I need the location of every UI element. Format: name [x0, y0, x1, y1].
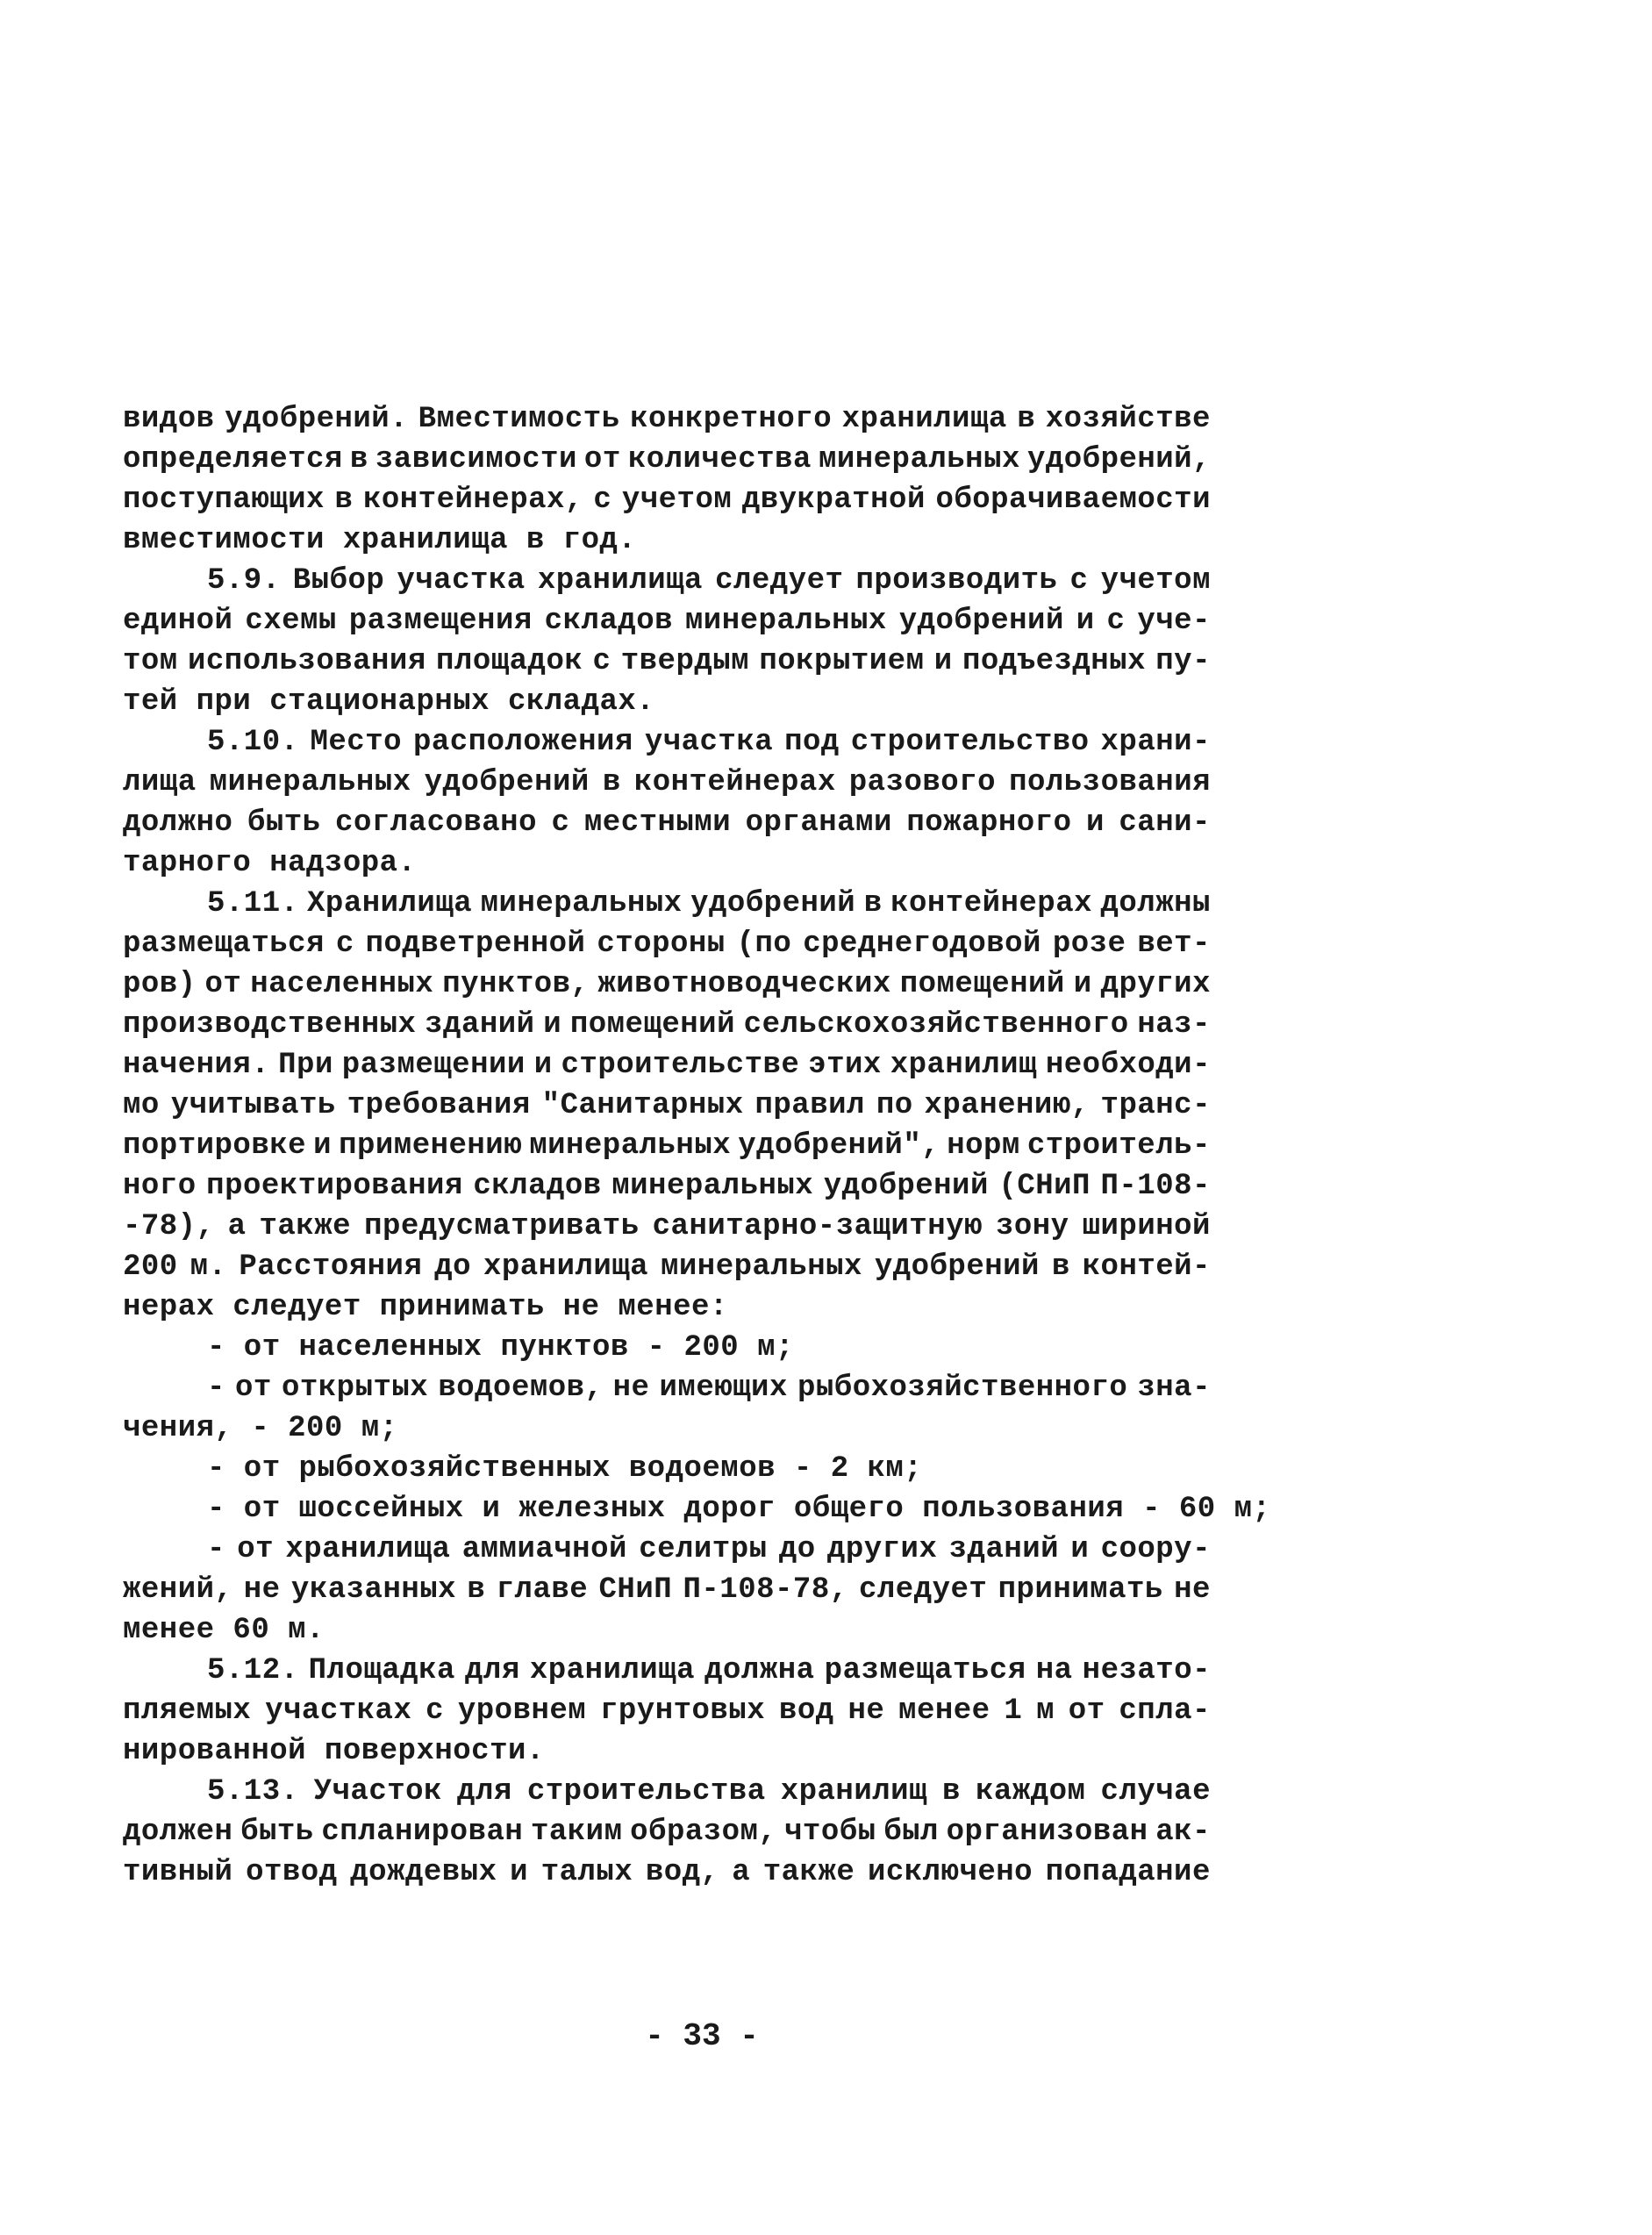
word: попадание [1045, 1856, 1211, 1889]
word: по [876, 1089, 913, 1122]
word: главе [496, 1573, 589, 1607]
word: уровнем [457, 1694, 587, 1728]
paragraph-line: вместимости хранилища в год. [123, 524, 637, 557]
word: должно [123, 806, 233, 840]
word: удобрений [424, 766, 590, 799]
word: минеральных [684, 605, 887, 638]
word: правил [754, 1089, 865, 1122]
word: до [778, 1533, 816, 1566]
word: грунтовых [599, 1694, 766, 1728]
word: не [612, 1372, 650, 1405]
word: контейнерах [633, 766, 836, 799]
word: размещения [348, 605, 533, 638]
word: площадок [436, 645, 583, 678]
word: 5.13. [207, 1775, 299, 1809]
word: дождевых [350, 1856, 497, 1889]
paragraph-line-indented: - от населенных пунктов - 200 м; [207, 1331, 794, 1365]
word: определяется [123, 443, 343, 476]
paragraph-line [123, 964, 1211, 1005]
word: и [1086, 806, 1105, 840]
word: и [510, 1856, 529, 1889]
word: ного [123, 1170, 197, 1203]
word: менее [898, 1694, 990, 1728]
word: пляемых [123, 1694, 252, 1728]
word: удобрений, [1026, 443, 1211, 476]
word: зданий [948, 1533, 1060, 1566]
paragraph-line [123, 924, 1211, 964]
word: Расстояния [239, 1250, 423, 1284]
word: минеральных [480, 887, 683, 921]
word: от [1068, 1694, 1105, 1728]
word: 5.10. [207, 726, 299, 759]
word: спланирован [321, 1816, 524, 1849]
word: не [847, 1694, 885, 1728]
page-number: - 33 - [645, 2018, 759, 2054]
word: оборачиваемости [935, 484, 1211, 517]
word: минеральных [611, 1170, 814, 1203]
word: и [543, 1008, 562, 1042]
paragraph-line [123, 1812, 1211, 1852]
word: и [933, 645, 953, 678]
word: в [1017, 403, 1036, 436]
word: случае [1100, 1775, 1211, 1809]
word: ров) [123, 968, 197, 1001]
word: (СНиП [998, 1170, 1091, 1203]
word: пользования [1009, 766, 1211, 799]
word: участках [265, 1694, 412, 1728]
word: среднегодовой [803, 928, 1041, 961]
word: для [457, 1775, 512, 1809]
word: хранилища [529, 1654, 695, 1687]
word: портировке [123, 1129, 307, 1163]
word: населенных [250, 968, 434, 1001]
word: Участок [313, 1775, 442, 1809]
paragraph-line [123, 1207, 1211, 1247]
word: хранилища [841, 403, 1007, 436]
word: разового [848, 766, 997, 799]
word: пожарного [906, 806, 1072, 840]
word: минеральных [209, 766, 411, 799]
word: количества [627, 443, 812, 476]
word: ак- [1155, 1816, 1211, 1849]
paragraph-line [123, 601, 1211, 641]
paragraph-line: менее 60 м. [123, 1614, 325, 1647]
word: принимать [998, 1573, 1163, 1607]
word: был [883, 1816, 939, 1849]
paragraph-line: тей при стационарных складах. [123, 685, 655, 719]
word: спла- [1119, 1694, 1211, 1728]
word: участка [644, 726, 774, 759]
word: от [237, 1533, 275, 1566]
paragraph-line-indented [123, 1529, 1211, 1570]
word: селитры [639, 1533, 768, 1566]
paragraph-line [123, 399, 1211, 440]
word: каждом [976, 1775, 1086, 1809]
paragraph-line-indented: - от шоссейных и железных дорог общего пользования - 60 м; [207, 1493, 1271, 1526]
paragraph-line [123, 1852, 1211, 1893]
word: исключено [867, 1856, 1033, 1889]
word: в [334, 484, 354, 517]
paragraph-line: тарного надзора. [123, 847, 417, 880]
word: учетом [1100, 564, 1211, 598]
word: от [204, 968, 242, 1001]
word: хранилища [483, 1250, 649, 1284]
word: удобрений [898, 605, 1064, 638]
word: строительства [526, 1775, 766, 1809]
word: минеральных [529, 1129, 732, 1163]
word: от [583, 443, 621, 476]
paragraph-line-indented [123, 561, 1211, 601]
paragraph-line-indented [123, 722, 1211, 763]
word: других [826, 1533, 938, 1566]
word: пу- [1155, 645, 1211, 678]
word: также [762, 1856, 855, 1889]
paragraph-line: нированной поверхности. [123, 1735, 545, 1768]
word: местными [583, 806, 732, 840]
word: единой [123, 605, 233, 638]
word: хранилищ [780, 1775, 927, 1809]
word: других [1100, 968, 1211, 1001]
word: в [1051, 1250, 1070, 1284]
word: вод [778, 1694, 834, 1728]
word: - [207, 1533, 225, 1566]
paragraph-line [123, 1570, 1211, 1610]
word: зна- [1137, 1372, 1211, 1405]
word: сельскохозяйственного [743, 1008, 1129, 1042]
word: хранилищ [890, 1049, 1037, 1082]
word: помещений [899, 968, 1065, 1001]
word: от [235, 1372, 272, 1405]
word: лища [123, 766, 197, 799]
word: учитывать [170, 1089, 336, 1122]
word: санитарно-защитную [652, 1210, 983, 1243]
word: с [593, 484, 612, 517]
word: предусматривать [364, 1210, 640, 1243]
word: образом, [630, 1816, 777, 1849]
paragraph-line-indented: - от рыбохозяйственных водоемов - 2 км; [207, 1452, 923, 1486]
word: Выбор [292, 564, 385, 598]
word: складов [473, 1170, 602, 1203]
word: мо [123, 1089, 160, 1122]
word: строительство [850, 726, 1090, 759]
paragraph-line-indented [123, 1772, 1211, 1812]
word: 5.9. [207, 564, 281, 598]
word: вет- [1137, 928, 1211, 961]
word: указанных [290, 1573, 457, 1607]
word: следует [858, 1573, 988, 1607]
word: транс- [1100, 1089, 1211, 1122]
paragraph-line [123, 1005, 1211, 1045]
word: удобрений [874, 1250, 1040, 1284]
word: шириной [1082, 1210, 1211, 1243]
word: зданий [425, 1008, 535, 1042]
word: двукратной [741, 484, 926, 517]
word: использования [188, 645, 426, 678]
word: строитель- [1026, 1129, 1211, 1163]
word: проектирования [206, 1170, 463, 1203]
word: с [335, 928, 354, 961]
paragraph-line [123, 1045, 1211, 1085]
word: участка [397, 564, 526, 598]
word: 5.12. [207, 1654, 299, 1687]
word: и [1076, 605, 1095, 638]
word: хранилища [285, 1533, 451, 1566]
word: поступающих [123, 484, 325, 517]
word: необходи- [1045, 1049, 1211, 1082]
word: и [533, 1049, 553, 1082]
paragraph-line [123, 1691, 1211, 1731]
word: быть [247, 806, 321, 840]
word: этих [808, 1049, 882, 1082]
word: должен [123, 1816, 233, 1849]
word: помещений [569, 1008, 735, 1042]
word: с [1069, 564, 1089, 598]
document-body [123, 399, 1271, 1893]
word: удобрений [823, 1170, 989, 1203]
word: производственных [123, 1008, 417, 1042]
word: и [1070, 1533, 1090, 1566]
word: минеральных [818, 443, 1020, 476]
word: а [227, 1210, 247, 1243]
word: с [592, 645, 611, 678]
word: следует [715, 564, 844, 598]
word: складов [544, 605, 673, 638]
word: видов [123, 403, 215, 436]
word: зависимости [375, 443, 577, 476]
paragraph-line [123, 480, 1211, 520]
word: твердым [620, 645, 750, 678]
word: П-108- [1100, 1170, 1211, 1203]
word: (по [736, 928, 792, 961]
word: животноводческих [597, 968, 891, 1001]
word: в [602, 766, 621, 799]
word: учетом [621, 484, 733, 517]
word: на [1035, 1654, 1073, 1687]
word: том [123, 645, 178, 678]
word: открытых [281, 1372, 429, 1405]
word: должна [704, 1654, 815, 1687]
word: хранению, [924, 1089, 1090, 1122]
word: стороны [597, 928, 726, 961]
word: удобрений", [738, 1129, 940, 1163]
word: хозяйстве [1045, 403, 1211, 436]
word: -78), [123, 1210, 215, 1243]
word: зону [995, 1210, 1069, 1243]
word: хранилища [537, 564, 703, 598]
word: удобрений. [225, 403, 409, 436]
paragraph-line-indented [123, 1651, 1211, 1691]
word: не [243, 1573, 281, 1607]
word: контей- [1082, 1250, 1211, 1284]
word: подъездных [962, 645, 1146, 678]
word: контейнерах, [362, 484, 583, 517]
word: строительстве [561, 1049, 800, 1082]
word: организован [946, 1816, 1148, 1849]
word: в [942, 1775, 961, 1809]
word: контейнерах [890, 887, 1093, 921]
word: имеющих [659, 1372, 788, 1405]
word: производить [855, 564, 1058, 598]
paragraph-line [123, 763, 1211, 803]
word: должны [1100, 887, 1211, 921]
word: 5.11. [207, 887, 299, 921]
word: начения. [123, 1049, 270, 1082]
word: м. [190, 1250, 227, 1284]
paragraph-line [123, 641, 1211, 682]
word: также [259, 1210, 352, 1243]
word: быть [240, 1816, 314, 1849]
paragraph-line [123, 440, 1211, 480]
paragraph-line [123, 1166, 1211, 1207]
word: Хранилища [307, 887, 473, 921]
word: При [278, 1049, 333, 1082]
word: удобрений [690, 887, 856, 921]
word: Место [310, 726, 403, 759]
word: размещаться [824, 1654, 1026, 1687]
word: для [465, 1654, 520, 1687]
word: размещаться [123, 928, 325, 961]
word: норм [947, 1129, 1020, 1163]
word: П-108-78, [683, 1573, 848, 1607]
word: СНиП [598, 1573, 673, 1607]
word: уче- [1137, 605, 1211, 638]
word: подветренной [365, 928, 586, 961]
word: конкретного [630, 403, 833, 436]
word: в [467, 1573, 486, 1607]
word: незато- [1082, 1654, 1211, 1687]
word: с [426, 1694, 445, 1728]
word: и [1073, 968, 1092, 1001]
word: Вместимость [418, 403, 620, 436]
word: наз- [1137, 1008, 1211, 1042]
paragraph-line [123, 1126, 1211, 1166]
paragraph-line [123, 1247, 1211, 1287]
word: водоемов, [438, 1372, 604, 1405]
paragraph-line [123, 1085, 1211, 1126]
word: не [1174, 1573, 1211, 1607]
word: "Санитарных [541, 1089, 744, 1122]
word: аммиачной [461, 1533, 627, 1566]
paragraph-line [123, 803, 1211, 843]
word: органами [745, 806, 892, 840]
word: требования [347, 1089, 531, 1122]
paragraph-line-indented [123, 1368, 1211, 1408]
word: под [784, 726, 840, 759]
word: талых [540, 1856, 633, 1889]
word: Площадка [308, 1654, 455, 1687]
word: минеральных [660, 1250, 862, 1284]
word: храни- [1100, 726, 1211, 759]
word: сани- [1119, 806, 1211, 840]
word: отвод [246, 1856, 338, 1889]
word: 200 [123, 1250, 178, 1284]
word: 1 [1004, 1694, 1023, 1728]
word: расположения [413, 726, 633, 759]
word: соору- [1100, 1533, 1211, 1566]
paragraph-line: чения, - 200 м; [123, 1412, 398, 1445]
word: чтобы [784, 1816, 876, 1849]
word: вод, [645, 1856, 719, 1889]
word: и [313, 1129, 333, 1163]
word: применению [339, 1129, 523, 1163]
word: таким [530, 1816, 623, 1849]
word: розе [1052, 928, 1126, 961]
paragraph-line: нерах следует принимать не менее: [123, 1291, 728, 1324]
word: м [1036, 1694, 1055, 1728]
word: в [349, 443, 368, 476]
word: покрытием [759, 645, 925, 678]
word: согласовано [335, 806, 537, 840]
word: а [732, 1856, 751, 1889]
word: схемы [245, 605, 337, 638]
word: размещении [341, 1049, 526, 1082]
word: с [551, 806, 570, 840]
word: в [863, 887, 883, 921]
paragraph-line-indented [123, 884, 1211, 924]
word: тивный [123, 1856, 233, 1889]
word: - [207, 1372, 225, 1405]
word: до [434, 1250, 472, 1284]
word: с [1106, 605, 1126, 638]
word: рыбохозяйственного [797, 1372, 1128, 1405]
word: пунктов, [442, 968, 590, 1001]
word: жений, [123, 1573, 233, 1607]
